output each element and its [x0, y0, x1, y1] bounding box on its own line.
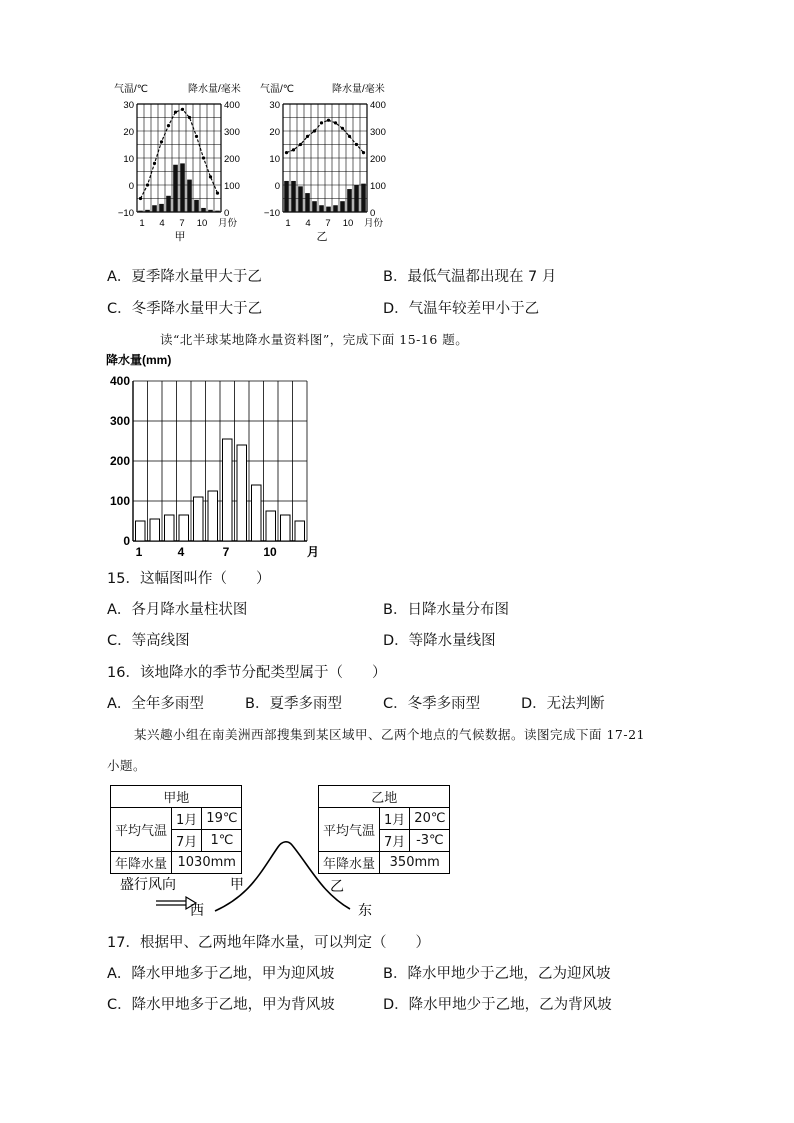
jia-temp-point: [153, 162, 156, 165]
station-jia-precip-value: 1030mm: [172, 852, 242, 874]
q17-option-a[interactable]: A．降水甲地多于乙地，甲为迎风坡: [107, 966, 335, 982]
station-jia-precip-label: 年降水量: [111, 852, 172, 874]
yi-temp-point: [362, 151, 365, 154]
jia-precip-tick: 300: [224, 127, 240, 138]
station-yi-precip-value: 350mm: [380, 852, 450, 874]
climate-chart-yi: [283, 104, 367, 212]
q17-option-b[interactable]: B．降水甲地少于乙地，乙为迎风坡: [383, 966, 611, 982]
yi-precip-bar: [361, 184, 366, 212]
jia-caption: 甲: [174, 231, 186, 243]
jia-month-unit: 月份: [218, 218, 238, 229]
yi-temp-point: [306, 135, 309, 138]
station-jia-jul-value: 1℃: [202, 830, 242, 852]
jia-temp-point: [160, 140, 163, 143]
station-yi-jul-value: -3℃: [410, 830, 450, 852]
yi-precip-bar: [298, 186, 303, 212]
climate-charts: [100, 80, 400, 245]
q15-option-d[interactable]: D．等降水量线图: [383, 633, 496, 649]
jia-temp-tick: 20: [123, 127, 134, 138]
q14-option-b[interactable]: B．最低气温都出现在 7 月: [383, 269, 557, 285]
precip-ytick: 0: [123, 534, 130, 548]
station-yi-jan-value: 20℃: [410, 808, 450, 830]
yi-precip-bar: [340, 201, 345, 212]
q16-option-a[interactable]: A．全年多雨型: [107, 696, 204, 712]
jia-precip-bar: [201, 208, 206, 212]
jia-precip-bar: [159, 204, 164, 212]
precip-bar: [266, 511, 276, 541]
yi-precip-axis-label: 降水量/毫米: [332, 84, 385, 95]
precip-chart: [104, 348, 324, 563]
yi-temp-tick: −10: [263, 208, 280, 219]
jia-temp-point: [167, 124, 170, 127]
jia-temp-point: [181, 108, 184, 111]
jia-location-label: 甲: [230, 876, 244, 892]
q16-option-c[interactable]: C．冬季多雨型: [383, 696, 481, 712]
yi-temp-tick: 0: [274, 181, 280, 192]
precip-bar: [281, 515, 291, 541]
jia-precip-tick: 0: [224, 208, 230, 219]
yi-month-tick: 1: [285, 218, 291, 229]
jia-temp-point: [146, 183, 149, 186]
jia-precip-bar: [194, 200, 199, 212]
jia-precip-bar: [180, 163, 185, 212]
station-jia-jan-label: 1月: [172, 808, 202, 830]
precip-ytick: 300: [109, 414, 130, 428]
climate-chart-jia: [137, 104, 221, 212]
station-jia-jul-label: 7月: [172, 830, 202, 852]
jia-precip-axis-label: 降水量/毫米: [188, 84, 241, 95]
jia-temp-point: [139, 197, 142, 200]
q15-option-b[interactable]: B．日降水量分布图: [383, 602, 509, 618]
q14-option-d[interactable]: D．气温年较差甲小于乙: [383, 301, 540, 317]
yi-temp-point: [355, 143, 358, 146]
jia-temp-tick: 10: [123, 154, 134, 165]
intro-17-21-line2: 小题。: [107, 758, 147, 773]
intro-15-16: 读“北半球某地降水量资料图”，完成下面 15-16 题。: [160, 332, 469, 347]
yi-precip-tick: 300: [370, 127, 386, 138]
yi-precip-bar: [312, 201, 317, 212]
yi-precip-bar: [291, 181, 296, 212]
yi-caption: 乙: [316, 231, 328, 243]
q15-option-c[interactable]: C．等高线图: [107, 633, 190, 649]
yi-temp-point: [348, 135, 351, 138]
station-jia-title: 甲地: [111, 786, 242, 808]
jia-temp-point: [174, 111, 177, 114]
jia-precip-tick: 400: [224, 100, 240, 111]
station-yi-jul-label: 7月: [380, 830, 410, 852]
yi-precip-tick: 0: [370, 208, 376, 219]
precip-ytick: 200: [109, 454, 130, 468]
mountain-profile: [110, 835, 390, 920]
precip-bar: [194, 497, 204, 541]
yi-precip-tick: 200: [370, 154, 386, 165]
east-label: 东: [358, 902, 372, 918]
yi-temp-point: [341, 127, 344, 130]
precip-ytick: 100: [109, 494, 130, 508]
precip-bar: [150, 519, 160, 541]
q14-option-c[interactable]: C．冬季降水量甲大于乙: [107, 301, 263, 317]
yi-precip-tick: 100: [370, 181, 386, 192]
jia-precip-tick: 100: [224, 181, 240, 192]
yi-temp-tick: 10: [269, 154, 280, 165]
station-yi-jan-label: 1月: [380, 808, 410, 830]
intro-17-21-line1: 某兴趣小组在南美洲西部搜集到某区域甲、乙两个地点的气候数据。读图完成下面 17-21: [134, 727, 646, 742]
q16-option-d[interactable]: D．无法判断: [521, 696, 605, 712]
yi-temp-tick: 20: [269, 127, 280, 138]
yi-precip-bar: [319, 205, 324, 212]
jia-precip-tick: 200: [224, 154, 240, 165]
jia-temp-axis-label: 气温/℃: [114, 84, 149, 95]
station-yi-precip-label: 年降水量: [319, 852, 380, 874]
jia-month-tick: 4: [159, 218, 165, 229]
yi-precip-bar: [284, 181, 289, 212]
precip-xtick: 1: [135, 545, 143, 559]
yi-temp-point: [313, 129, 316, 132]
yi-month-tick: 10: [342, 218, 354, 229]
jia-precip-bar: [166, 196, 171, 212]
yi-precip-bar: [347, 189, 352, 212]
jia-month-tick: 7: [179, 218, 185, 229]
yi-precip-bar: [305, 193, 310, 212]
precip-bar: [237, 445, 247, 541]
precip-xtick: 7: [222, 545, 230, 559]
jia-precip-bar: [138, 211, 143, 212]
yi-temp-axis-label: 气温/℃: [260, 84, 295, 95]
jia-temp-point: [216, 192, 219, 195]
precip-bar: [179, 515, 189, 541]
jia-temp-point: [188, 116, 191, 119]
yi-month-tick: 4: [305, 218, 311, 229]
precip-bar: [208, 491, 218, 541]
station-jia-avg-temp-label: 平均气温: [111, 808, 172, 852]
precip-bar: [252, 485, 262, 541]
yi-temp-point: [334, 121, 337, 124]
jia-precip-bar: [187, 180, 192, 212]
yi-temp-point: [327, 119, 330, 122]
q17-option-d[interactable]: D．降水甲地少于乙地，乙为背风坡: [383, 997, 612, 1013]
precip-xtick: 10: [263, 545, 277, 559]
jia-precip-bar: [145, 210, 150, 212]
jia-temp-point: [195, 135, 198, 138]
wind-direction-label: 盛行风向: [120, 876, 176, 892]
q15-option-a[interactable]: A．各月降水量柱状图: [107, 602, 248, 618]
jia-precip-bar: [215, 211, 220, 212]
station-jia-jan-value: 19℃: [202, 808, 242, 830]
jia-month-tick: 1: [139, 218, 145, 229]
jia-precip-bar: [208, 210, 213, 212]
jia-temp-tick: 30: [123, 100, 134, 111]
q15-stem: 15．这幅图叫作（ ）: [107, 571, 271, 587]
yi-temp-point: [292, 148, 295, 151]
precip-bar: [136, 521, 146, 541]
jia-month-tick: 10: [196, 218, 208, 229]
yi-precip-bar: [326, 207, 331, 212]
yi-temp-tick: 30: [269, 100, 280, 111]
jia-temp-point: [202, 156, 205, 159]
yi-precip-tick: 400: [370, 100, 386, 111]
yi-temp-point: [320, 121, 323, 124]
station-yi-avg-temp-label: 平均气温: [319, 808, 380, 852]
q17-stem: 17．根据甲、乙两地年降水量，可以判定（ ）: [107, 935, 430, 951]
q17-option-c[interactable]: C．降水甲地多于乙地，甲为背风坡: [107, 997, 335, 1013]
q16-option-b[interactable]: B．夏季多雨型: [245, 696, 342, 712]
jia-temp-tick: 0: [128, 181, 134, 192]
jia-temp-tick: −10: [117, 208, 134, 219]
jia-temp-point: [209, 175, 212, 178]
yi-precip-bar: [333, 205, 338, 212]
jia-precip-bar: [173, 165, 178, 212]
precip-xunit: 月: [307, 545, 320, 559]
west-label: 西: [190, 902, 204, 918]
precip-xtick: 4: [177, 545, 185, 559]
yi-temp-point: [299, 143, 302, 146]
yi-month-unit: 月份: [364, 218, 384, 229]
jia-precip-bar: [152, 205, 157, 212]
yi-temp-point: [285, 151, 288, 154]
yi-precip-bar: [354, 185, 359, 212]
yi-location-label: 乙: [330, 878, 344, 894]
q14-option-a[interactable]: A．夏季降水量甲大于乙: [107, 269, 262, 285]
yi-month-tick: 7: [325, 218, 331, 229]
precip-bar: [223, 439, 233, 541]
precip-ytick: 400: [109, 374, 130, 388]
q16-stem: 16．该地降水的季节分配类型属于（ ）: [107, 665, 387, 681]
station-yi-title: 乙地: [319, 786, 450, 808]
precip-bar: [295, 521, 305, 541]
precip-chart-ylabel: 降水量(mm): [106, 353, 172, 367]
precip-bar: [165, 515, 175, 541]
